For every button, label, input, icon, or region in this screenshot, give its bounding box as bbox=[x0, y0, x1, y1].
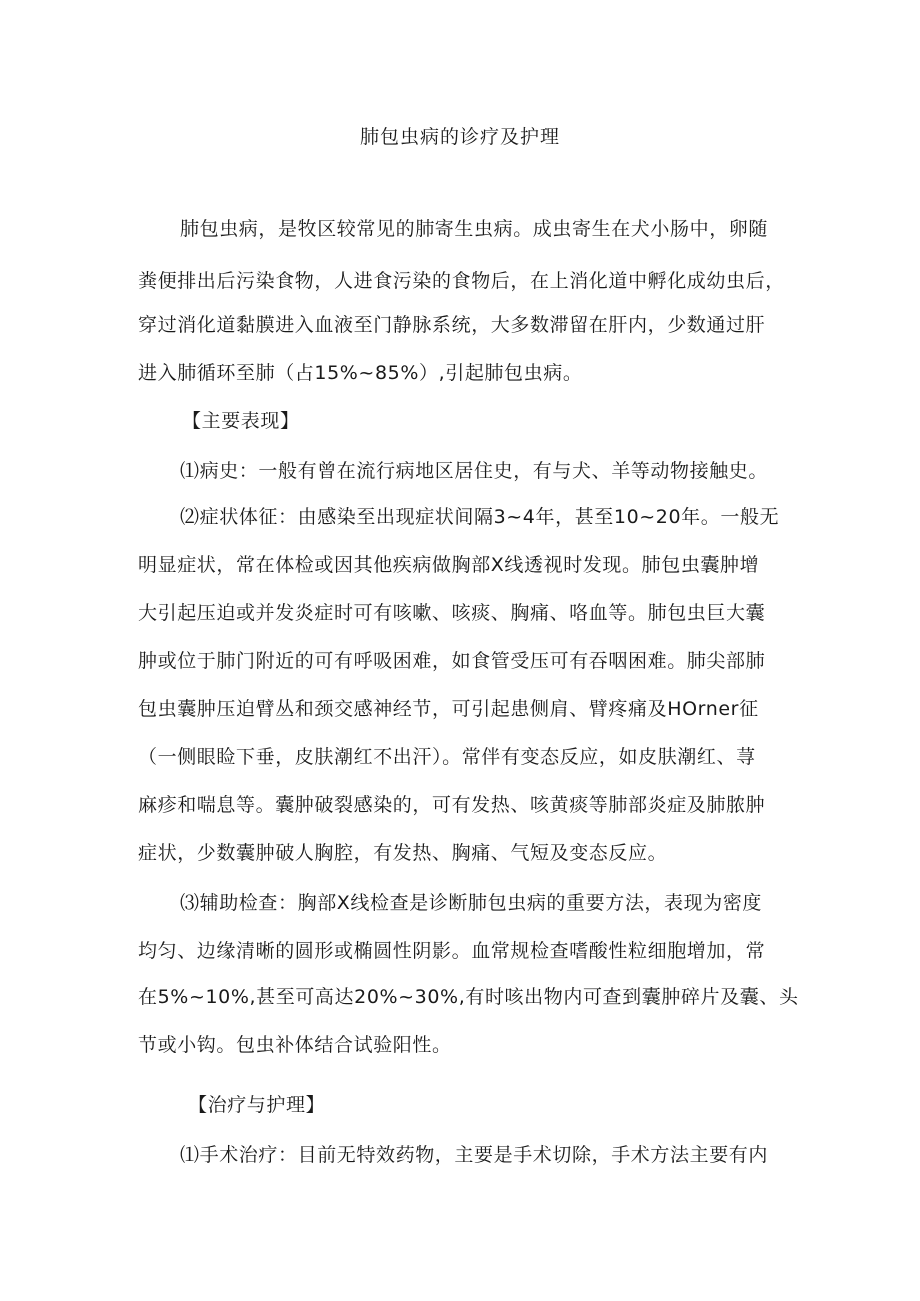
item-exam-line-2: 均匀、边缘清晰的圆形或椭圆性阴影。血常规检查嗜酸性粒细胞增加，常 bbox=[138, 940, 766, 962]
item-symptoms-line-3: 大引起压迫或并发炎症时可有咳嗽、咳痰、胸痛、咯血等。肺包虫巨大囊 bbox=[138, 602, 766, 624]
item-symptoms-line-8: 症状，少数囊肿破人胸腔，有发热、胸痛、气短及变态反应。 bbox=[138, 842, 668, 864]
paragraph-line-4: 进入肺循环至肺（占15%~85%）,引起肺包虫病。 bbox=[138, 362, 583, 384]
item-exam-line-3: 在5%~10%,甚至可高达20%~30%,有时咳出物内可查到囊肿碎片及囊、头 bbox=[138, 986, 799, 1008]
item-symptoms-line-5: 包虫囊肿压迫臂丛和颈交感神经节，可引起患侧肩、臂疼痛及HOrner征 bbox=[138, 698, 759, 720]
item-symptoms-line-7: 麻疹和喘息等。囊肿破裂感染的，可有发热、咳黄痰等肺部炎症及肺脓肿 bbox=[138, 794, 766, 816]
item-exam-line-1: ⑶辅助检查：胸部X线检查是诊断肺包虫病的重要方法，表现为密度 bbox=[180, 892, 763, 914]
section-heading-main-symptoms: 【主要表现】 bbox=[182, 410, 300, 432]
paragraph-line-1: 肺包虫病，是牧区较常见的肺寄生虫病。成虫寄生在犬小肠中，卵随 bbox=[180, 218, 769, 240]
item-symptoms-line-6: （一侧眼睑下垂，皮肤潮红不出汗）。常伴有变态反应，如皮肤潮红、荨 bbox=[138, 746, 756, 768]
section-heading-treatment: 【治疗与护理】 bbox=[188, 1094, 326, 1116]
item-symptoms-line-4: 肿或位于肺门附近的可有呼吸困难，如食管受压可有吞咽困难。肺尖部肺 bbox=[138, 650, 766, 672]
item-symptoms-line-2: 明显症状，常在体检或因其他疾病做胸部X线透视时发现。肺包虫囊肿增 bbox=[138, 554, 760, 576]
item-exam-line-4: 节或小钩。包虫补体结合试验阳性。 bbox=[138, 1034, 452, 1056]
paragraph-line-3: 穿过消化道黏膜进入血液至门静脉系统，大多数滞留在肝内，少数通过肝 bbox=[138, 314, 766, 336]
item-history-line-1: ⑴病史：一般有曾在流行病地区居住史，有与犬、羊等动物接触史。 bbox=[180, 460, 769, 482]
document-title: 肺包虫病的诊疗及护理 bbox=[359, 126, 560, 148]
item-surgery-line-1: ⑴手术治疗：目前无特效药物，主要是手术切除，手术方法主要有内 bbox=[180, 1144, 769, 1166]
paragraph-line-2: 粪便排出后污染食物，人进食污染的食物后，在上消化道中孵化成幼虫后， bbox=[138, 270, 785, 292]
item-symptoms-line-1: ⑵症状体征：由感染至出现症状间隔3~4年，甚至10~20年。一般无 bbox=[180, 506, 780, 528]
